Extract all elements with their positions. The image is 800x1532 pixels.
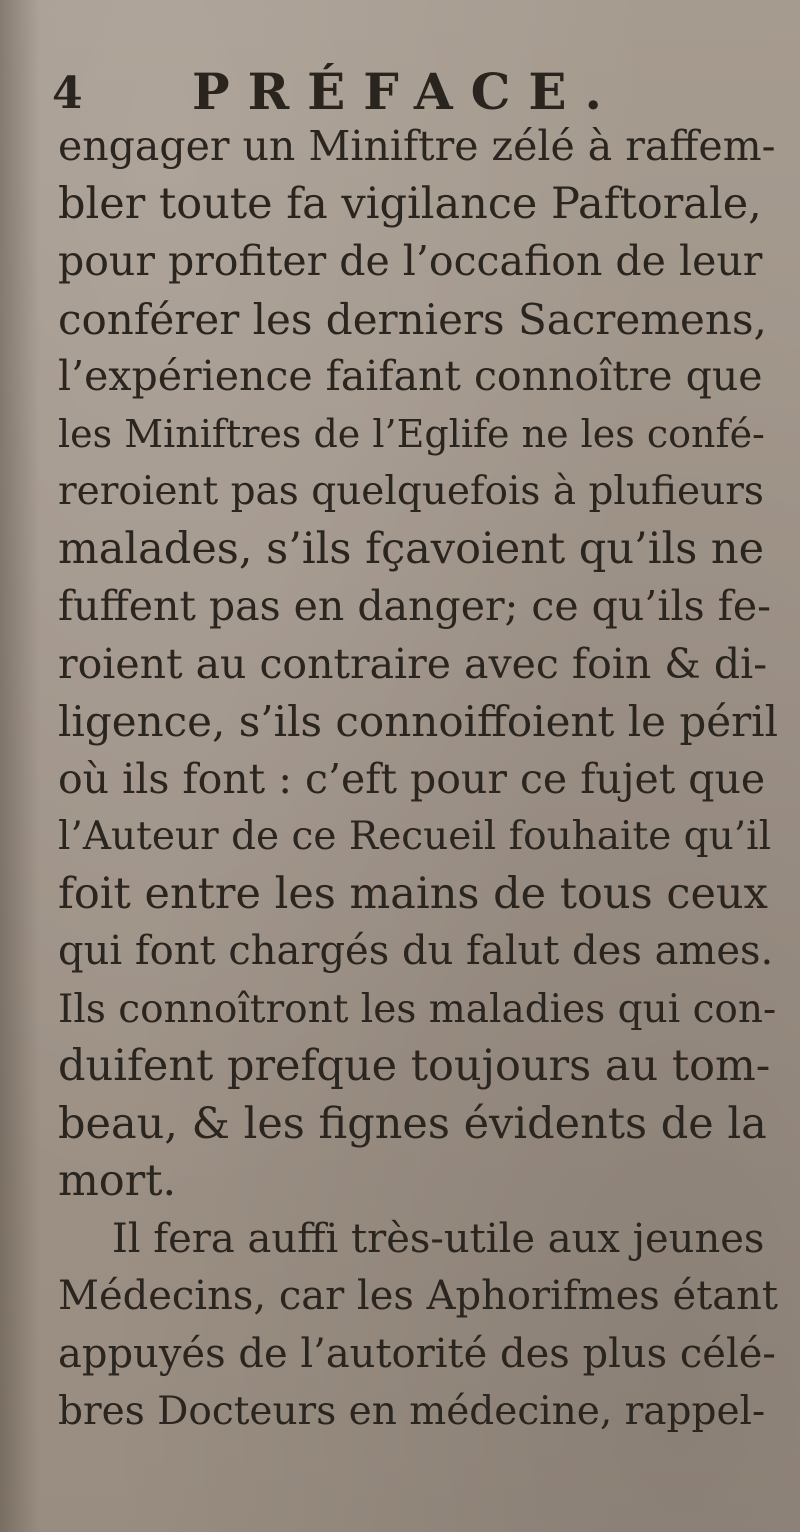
text-line: appuyés de l’autorité des plus célé- (58, 1330, 776, 1377)
text-line: où ils font : c’eft pour ce fujet que (58, 754, 766, 803)
text-line: foit entre les mains de tous ceux (58, 868, 768, 919)
text-line: les Miniftres de l’Eglife ne les confé- (58, 411, 765, 456)
text-line: Ils connoîtront les maladies qui con- (58, 986, 777, 1032)
text-line: l’Auteur de ce Recueil fouhaite qu’il (58, 814, 772, 859)
running-head: PRÉFACE. (192, 62, 620, 121)
text-line: qui font chargés du falut des ames. (58, 928, 774, 974)
text-line: ligence, s’ils connoiffoient le péril (58, 697, 779, 746)
page-number: 4 (52, 68, 83, 119)
text-line: l’expérience faifant connoître que (58, 352, 763, 400)
body-text (58, 118, 778, 1441)
page-gutter-shadow (0, 0, 40, 1532)
text-line: bler toute fa vigilance Paftorale, (58, 178, 762, 229)
text-line: malades, s’ils fçavoient qu’ils ne (58, 523, 765, 574)
text-line: bres Docteurs en médecine, rappel- (58, 1389, 766, 1434)
text-line: pour profiter de l’occafion de leur (58, 237, 763, 285)
text-line: Médecins, car les Aphorifmes étant (58, 1273, 778, 1319)
page-header (52, 62, 772, 122)
text-line: engager un Miniftre zélé à raffem- (58, 122, 776, 170)
text-line: fuffent pas en danger; ce qu’ils fe- (58, 582, 771, 630)
text-line: mort. (58, 1156, 177, 1206)
text-line: beau, & les fignes évidents de la (58, 1098, 767, 1149)
text-line: roient au contraire avec foin & di- (58, 639, 768, 688)
paragraph-start-line: Il fera auffi très-utile aux jeunes (112, 1215, 765, 1262)
text-line: duifent prefque toujours au tom- (58, 1041, 771, 1091)
text-line: conférer les derniers Sacremens, (58, 294, 767, 344)
text-line: reroient pas quelquefois à plufieurs (58, 469, 764, 514)
